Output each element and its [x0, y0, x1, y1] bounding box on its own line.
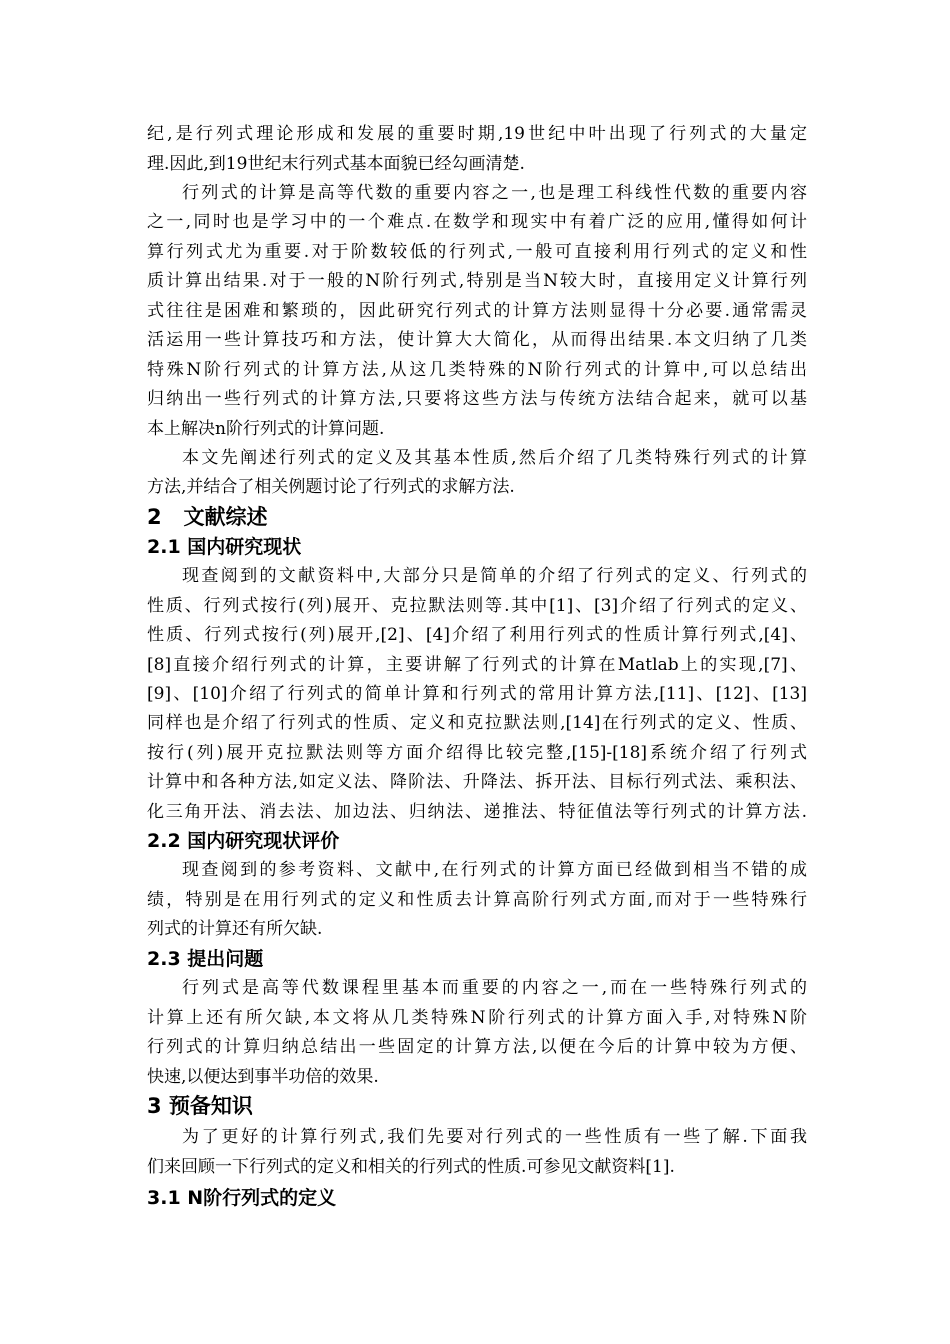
subsection-heading: 2.3 提出问题	[147, 948, 264, 970]
paragraph-line: 式往往是困难和繁琐的，因此研究行列式的计算方法则显得十分必要.通常需灵	[147, 301, 807, 321]
paragraph-line: 质计算出结果.对于一般的N阶行列式,特别是当N较大时，直接用定义计算行列	[147, 271, 807, 291]
paragraph-line: 们来回顾一下行列式的定义和相关的行列式的性质.可参见文献资料[1].	[147, 1157, 675, 1177]
paragraph-line: 性质、行列式按行(列)展开,[2]、[4]介绍了利用行列式的性质计算行列式,[4]、	[147, 625, 807, 645]
paragraph-line: 本上解决n阶行列式的计算问题.	[147, 419, 385, 439]
section-heading: 2 文献综述	[147, 505, 268, 529]
paragraph-line: 快速,以便达到事半功倍的效果.	[147, 1067, 379, 1087]
subsection-heading: 3.1 N阶行列式的定义	[147, 1187, 337, 1209]
paragraph-line: 算行列式尤为重要.对于阶数较低的行列式,一般可直接利用行列式的定义和性	[147, 242, 807, 262]
paragraph-line: [9]、[10]介绍了行列式的简单计算和行列式的常用计算方法,[11]、[12]、[13]	[147, 684, 807, 704]
paragraph-line: 行列式是高等代数课程里基本而重要的内容之一,而在一些特殊行列式的	[182, 978, 807, 998]
paragraph-line: 理.因此,到19世纪末行列式基本面貌已经勾画清楚.	[147, 154, 525, 174]
paragraph-line: 现查阅到的文献资料中,大部分只是简单的介绍了行列式的定义、行列式的	[182, 566, 807, 586]
paragraph-line: 同样也是介绍了行列式的性质、定义和克拉默法则,[14]在行列式的定义、性质、	[147, 713, 807, 733]
paragraph-line: 活运用一些计算技巧和方法，使计算大大简化，从而得出结果.本文归纳了几类	[147, 330, 807, 350]
paragraph-line: 行列式的计算是高等代数的重要内容之一,也是理工科线性代数的重要内容	[182, 183, 807, 203]
paragraph-line: 计算上还有所欠缺,本文将从几类特殊N阶行列式的计算方面入手,对特殊N阶	[147, 1008, 807, 1028]
subsection-heading: 2.1 国内研究现状	[147, 536, 302, 558]
subsection-heading: 2.2 国内研究现状评价	[147, 830, 340, 852]
paragraph-line: 纪,是行列式理论形成和发展的重要时期,19世纪中叶出现了行列式的大量定	[147, 124, 807, 144]
paragraph-line: 列式的计算还有所欠缺.	[147, 919, 323, 939]
paragraph-line: [8]直接介绍行列式的计算，主要讲解了行列式的计算在Matlab上的实现,[7]、	[147, 655, 807, 675]
paragraph-line: 方法,并结合了相关例题讨论了行列式的求解方法.	[147, 477, 515, 497]
paragraph-line: 计算中和各种方法,如定义法、降阶法、升降法、拆开法、目标行列式法、乘积法、	[147, 772, 807, 792]
paragraph-line: 化三角开法、消去法、加边法、归纳法、递推法、特征值法等行列式的计算方法.	[147, 802, 807, 822]
paragraph-line: 本文先阐述行列式的定义及其基本性质,然后介绍了几类特殊行列式的计算	[182, 448, 807, 468]
paragraph-line: 按行(列)展开克拉默法则等方面介绍得比较完整,[15]-[18]系统介绍了行列式	[147, 743, 807, 763]
paragraph-line: 特殊N阶行列式的计算方法,从这几类特殊的N阶行列式的计算中,可以总结出	[147, 360, 807, 380]
paragraph-line: 现查阅到的参考资料、文献中,在行列式的计算方面已经做到相当不错的成	[182, 860, 807, 880]
paragraph-line: 之一,同时也是学习中的一个难点.在数学和现实中有着广泛的应用,懂得如何计	[147, 212, 807, 232]
paragraph-line: 归纳出一些行列式的计算方法,只要将这些方法与传统方法结合起来，就可以基	[147, 389, 807, 409]
paragraph-line: 为了更好的计算行列式,我们先要对行列式的一些性质有一些了解.下面我	[182, 1127, 807, 1147]
section-heading: 3 预备知识	[147, 1094, 253, 1118]
paragraph-line: 行列式的计算归纳总结出一些固定的计算方法,以便在今后的计算中较为方便、	[147, 1037, 807, 1057]
paragraph-line: 绩，特别是在用行列式的定义和性质去计算高阶行列式方面,而对于一些特殊行	[147, 890, 807, 910]
paragraph-line: 性质、行列式按行(列)展开、克拉默法则等.其中[1]、[3]介绍了行列式的定义、	[147, 596, 807, 616]
